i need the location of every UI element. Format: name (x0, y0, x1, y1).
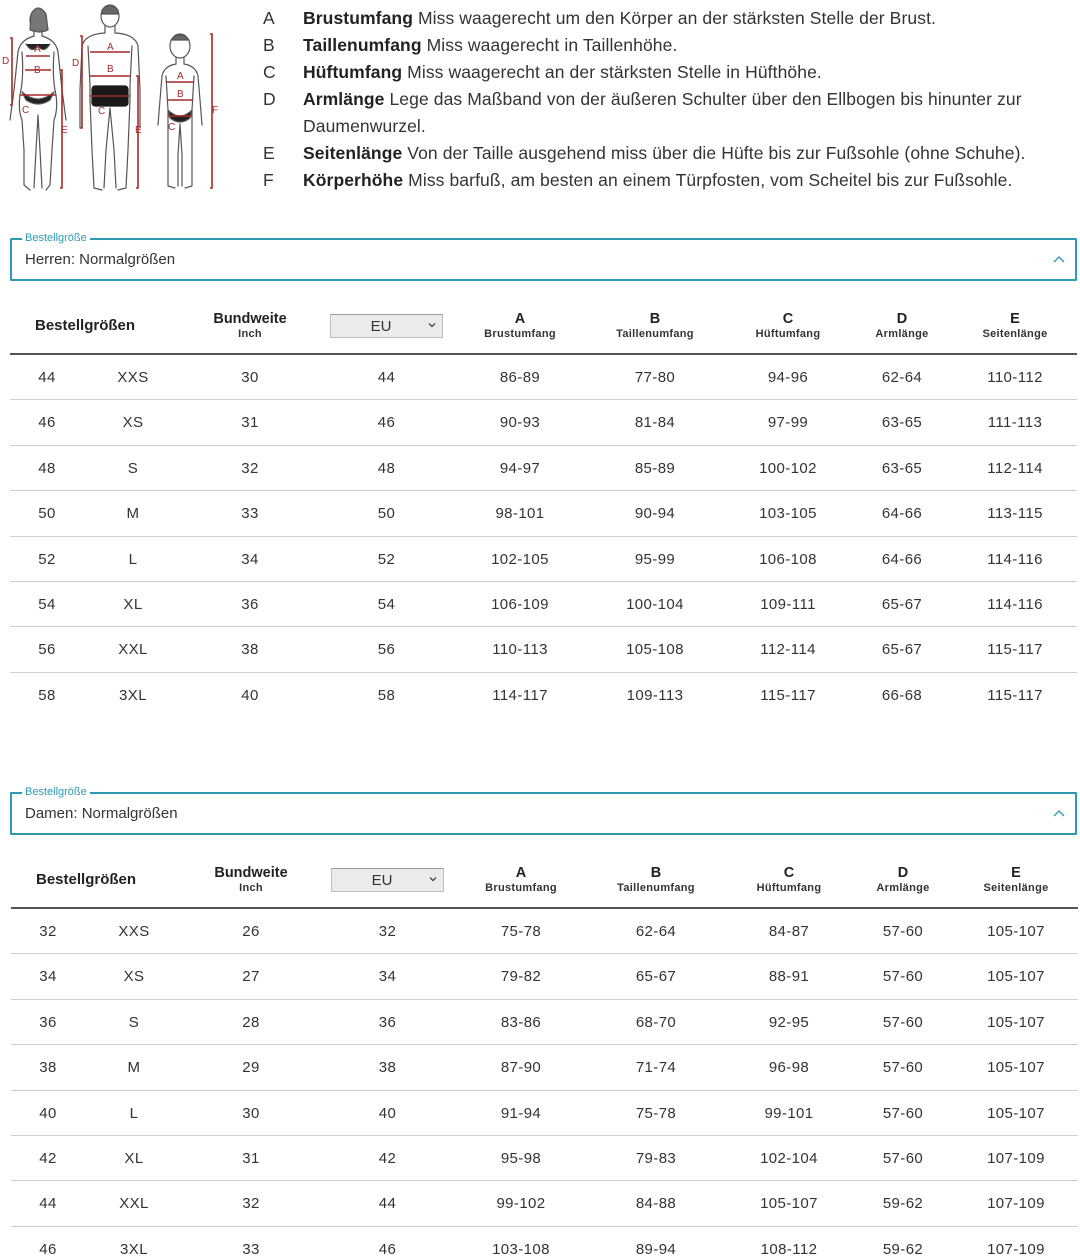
cell-size-unit: 58 (377, 686, 396, 704)
cell-brustumfang: 91-94 (500, 1104, 542, 1122)
cell-size-eu: 46 (39, 1240, 57, 1257)
cell-seitenlaenge: 107-109 (987, 1240, 1045, 1257)
cell-taillenumfang: 68-70 (635, 1013, 677, 1031)
cell-taillenumfang: 89-94 (635, 1240, 677, 1257)
header-brustumfang: A Brustumfang (485, 865, 557, 894)
cell-size-unit: 32 (378, 923, 397, 940)
table-row (10, 673, 1077, 718)
cell-taillenumfang: 81-84 (634, 414, 676, 432)
table-row (11, 954, 1078, 999)
cell-hueftumfang: 84-87 (768, 923, 810, 940)
cell-armlaenge: 57-60 (882, 1059, 924, 1077)
cell-size-eu: 32 (39, 923, 57, 940)
cell-brustumfang: 102-105 (491, 550, 549, 568)
cell-hueftumfang: 109-111 (760, 595, 816, 613)
cell-size-eu: 52 (38, 550, 56, 568)
chevron-down-icon (427, 320, 437, 330)
select-value: Damen: Normalgrößen (25, 805, 178, 822)
header-seitenlaenge: E Seitenlänge (983, 865, 1049, 894)
cell-taillenumfang: 84-88 (635, 1195, 677, 1213)
legend-letter: D (263, 89, 276, 109)
legend-text: Lege das Maßband von der äußeren Schulter über den Ellbogen bis hinunter zur Daumenwurzel. (303, 89, 1022, 136)
cell-hueftumfang: 92-95 (768, 1013, 810, 1031)
cell-seitenlaenge: 110-112 (987, 369, 1043, 386)
cell-size-eu: 48 (38, 459, 56, 477)
cell-seitenlaenge: 111-113 (987, 414, 1043, 432)
legend-letter: C (263, 62, 276, 82)
cell-taillenumfang: 105-108 (626, 641, 684, 659)
legend-text: Von der Taille ausgehend miss über die Hüfte bis zur Fußsohle (ohne Schuhe). (402, 143, 1026, 163)
cell-seitenlaenge: 114-116 (987, 595, 1043, 613)
size-category-select[interactable] (10, 232, 1077, 281)
cell-size-letter: XXS (117, 369, 149, 386)
legend-item-a (263, 5, 1073, 32)
figure-label-a: A (34, 44, 41, 55)
cell-armlaenge: 66-68 (881, 686, 923, 704)
table-row (10, 400, 1077, 445)
figure-label-c: C (168, 122, 176, 133)
body-measurement-illustration (0, 0, 225, 200)
table-row (11, 1227, 1078, 1257)
header-taillenumfang: B Taillenumfang (617, 865, 695, 894)
cell-size-letter: S (128, 1013, 140, 1031)
chevron-down-icon (428, 874, 438, 884)
figure-label-e: E (135, 125, 142, 136)
table-header (11, 854, 1078, 909)
measurement-legend (263, 5, 1073, 194)
cell-seitenlaenge: 115-117 (987, 686, 1043, 704)
table-row (11, 909, 1078, 954)
cell-seitenlaenge: 105-107 (987, 1013, 1045, 1031)
cell-size-letter: 3XL (119, 686, 147, 704)
cell-size-unit: 56 (377, 641, 396, 659)
cell-size-unit: 48 (377, 459, 396, 477)
size-table-herren (10, 300, 1077, 718)
header-bundweite: Bundweite Inch (214, 865, 288, 894)
cell-armlaenge: 65-67 (881, 595, 923, 613)
cell-size-eu: 42 (39, 1149, 57, 1167)
legend-term: Körperhöhe (303, 170, 404, 190)
cell-hueftumfang: 112-114 (760, 641, 816, 659)
cell-bundweite-inch: 31 (242, 1149, 260, 1167)
cell-hueftumfang: 88-91 (768, 968, 810, 986)
legend-letter: A (263, 8, 275, 28)
legend-letter: F (263, 170, 274, 190)
header-bestellgroessen: Bestellgrößen (36, 871, 137, 888)
cell-brustumfang: 83-86 (500, 1013, 542, 1031)
cell-brustumfang: 98-101 (495, 505, 545, 523)
cell-size-letter: L (129, 1104, 139, 1122)
cell-bundweite-inch: 30 (241, 369, 259, 386)
legend-letter: E (263, 143, 275, 163)
cell-armlaenge: 65-67 (881, 641, 923, 659)
header-hueftumfang: C Hüftumfang (755, 311, 821, 340)
cell-taillenumfang: 90-94 (634, 505, 676, 523)
cell-hueftumfang: 106-108 (759, 550, 817, 568)
cell-size-unit: 46 (378, 1240, 397, 1257)
cell-taillenumfang: 62-64 (635, 923, 677, 940)
cell-bundweite-inch: 32 (241, 459, 259, 477)
unit-select[interactable] (330, 314, 443, 338)
cell-hueftumfang: 108-112 (760, 1240, 818, 1257)
cell-taillenumfang: 109-113 (626, 686, 684, 704)
cell-taillenumfang: 65-67 (635, 968, 677, 986)
cell-brustumfang: 103-108 (492, 1240, 550, 1257)
cell-size-unit: 54 (377, 595, 396, 613)
cell-size-unit: 36 (378, 1013, 397, 1031)
cell-hueftumfang: 103-105 (759, 505, 817, 523)
cell-bundweite-inch: 40 (241, 686, 259, 704)
cell-armlaenge: 64-66 (881, 505, 923, 523)
cell-seitenlaenge: 105-107 (987, 1104, 1045, 1122)
cell-armlaenge: 59-62 (882, 1240, 924, 1257)
header-taillenumfang: B Taillenumfang (616, 311, 694, 340)
cell-size-eu: 56 (38, 641, 56, 659)
legend-text: Miss waagerecht in Taillenhöhe. (421, 35, 678, 55)
cell-size-unit: 46 (377, 414, 396, 432)
size-category-select[interactable] (10, 786, 1077, 835)
cell-bundweite-inch: 26 (242, 923, 260, 940)
cell-taillenumfang: 79-83 (635, 1149, 677, 1167)
cell-size-letter: XL (123, 595, 143, 613)
table-row (11, 1000, 1078, 1045)
legend-term: Seitenlänge (303, 143, 403, 163)
table-row (11, 1136, 1078, 1181)
cell-size-letter: XXL (119, 1195, 149, 1213)
cell-armlaenge: 57-60 (882, 968, 924, 986)
cell-brustumfang: 99-102 (496, 1195, 546, 1213)
cell-size-letter: 3XL (120, 1240, 148, 1257)
measurement-guide (0, 0, 1080, 200)
cell-size-eu: 34 (39, 968, 57, 986)
cell-size-unit: 50 (377, 505, 396, 523)
cell-taillenumfang: 75-78 (635, 1104, 677, 1122)
figure-label-d: D (2, 56, 10, 67)
cell-armlaenge: 57-60 (882, 1013, 924, 1031)
table-row (10, 537, 1077, 582)
cell-size-unit: 38 (378, 1059, 397, 1077)
cell-hueftumfang: 99-101 (764, 1104, 814, 1122)
cell-size-letter: XL (124, 1149, 144, 1167)
cell-hueftumfang: 102-104 (760, 1149, 818, 1167)
cell-bundweite-inch: 32 (242, 1195, 260, 1213)
legend-term: Hüftumfang (303, 62, 403, 82)
cell-size-letter: L (128, 550, 138, 568)
cell-size-letter: M (126, 505, 140, 523)
table-row (11, 1045, 1078, 1090)
legend-text: Miss waagerecht um den Körper an der stärksten Stelle der Brust. (413, 8, 936, 28)
cell-taillenumfang: 100-104 (626, 595, 684, 613)
legend-item-f (263, 167, 1073, 194)
figure-label-a: A (177, 71, 184, 82)
figure-label-d: D (72, 58, 80, 69)
cell-hueftumfang: 105-107 (760, 1195, 818, 1213)
cell-armlaenge: 63-65 (881, 459, 923, 477)
cell-bundweite-inch: 27 (242, 968, 260, 986)
legend-letter: B (263, 35, 275, 55)
cell-size-eu: 40 (39, 1104, 57, 1122)
cell-brustumfang: 110-113 (492, 641, 548, 659)
cell-taillenumfang: 77-80 (634, 369, 676, 386)
cell-taillenumfang: 95-99 (634, 550, 676, 568)
select-label: Bestellgröße (22, 785, 90, 799)
figure-label-c: C (98, 106, 106, 117)
figure-label-f: F (212, 105, 219, 116)
cell-armlaenge: 57-60 (882, 923, 924, 940)
header-bestellgroessen: Bestellgrößen (35, 317, 136, 334)
cell-taillenumfang: 85-89 (634, 459, 676, 477)
cell-seitenlaenge: 105-107 (987, 923, 1045, 940)
cell-size-eu: 44 (38, 369, 56, 386)
cell-brustumfang: 106-109 (491, 595, 549, 613)
cell-size-letter: S (127, 459, 139, 477)
cell-brustumfang: 90-93 (499, 414, 541, 432)
cell-bundweite-inch: 30 (242, 1104, 260, 1122)
cell-armlaenge: 62-64 (881, 369, 923, 386)
cell-seitenlaenge: 115-117 (987, 641, 1043, 659)
legend-term: Taillenumfang (303, 35, 422, 55)
cell-armlaenge: 57-60 (882, 1104, 924, 1122)
cell-size-eu: 46 (38, 414, 56, 432)
cell-brustumfang: 79-82 (500, 968, 542, 986)
select-label: Bestellgröße (22, 231, 90, 245)
figure-label-e: E (61, 125, 68, 136)
cell-size-letter: XXL (118, 641, 148, 659)
table-header (10, 300, 1077, 355)
cell-seitenlaenge: 105-107 (987, 1059, 1045, 1077)
table-row (10, 491, 1077, 536)
cell-brustumfang: 94-97 (499, 459, 541, 477)
header-armlaenge: D Armlänge (876, 865, 930, 894)
cell-armlaenge: 59-62 (882, 1195, 924, 1213)
legend-item-e (263, 140, 1073, 167)
cell-size-letter: XS (123, 968, 145, 986)
cell-bundweite-inch: 33 (242, 1240, 260, 1257)
unit-select-value: EU (371, 872, 393, 889)
cell-size-letter: M (127, 1059, 141, 1077)
cell-bundweite-inch: 36 (241, 595, 259, 613)
unit-select[interactable] (331, 868, 444, 892)
cell-brustumfang: 95-98 (500, 1149, 542, 1167)
cell-bundweite-inch: 34 (241, 550, 259, 568)
table-row (10, 627, 1077, 672)
table-row (10, 446, 1077, 491)
cell-size-eu: 58 (38, 686, 56, 704)
cell-brustumfang: 114-117 (492, 686, 548, 704)
cell-size-letter: XXS (118, 923, 150, 940)
cell-seitenlaenge: 112-114 (987, 459, 1043, 477)
table-row (11, 1091, 1078, 1136)
legend-text: Miss waagerecht an der stärksten Stelle in Hüfthöhe. (402, 62, 822, 82)
cell-hueftumfang: 96-98 (768, 1059, 810, 1077)
header-armlaenge: D Armlänge (875, 311, 929, 340)
cell-size-unit: 52 (377, 550, 396, 568)
header-hueftumfang: C Hüftumfang (756, 865, 822, 894)
figure-label-a: A (107, 42, 114, 53)
cell-seitenlaenge: 114-116 (987, 550, 1043, 568)
cell-size-unit: 44 (378, 1195, 397, 1213)
cell-hueftumfang: 94-96 (767, 369, 809, 386)
cell-size-letter: XS (122, 414, 144, 432)
table-row (10, 582, 1077, 627)
cell-taillenumfang: 71-74 (635, 1059, 677, 1077)
header-brustumfang: A Brustumfang (484, 311, 556, 340)
table-body (11, 909, 1078, 1257)
cell-seitenlaenge: 107-109 (987, 1149, 1045, 1167)
cell-seitenlaenge: 107-109 (987, 1195, 1045, 1213)
legend-item-c (263, 59, 1073, 86)
figure-label-b: B (107, 64, 114, 75)
header-bundweite: Bundweite Inch (213, 311, 287, 340)
cell-armlaenge: 64-66 (881, 550, 923, 568)
cell-bundweite-inch: 31 (241, 414, 259, 432)
header-seitenlaenge: E Seitenlänge (982, 311, 1048, 340)
cell-armlaenge: 57-60 (882, 1149, 924, 1167)
cell-size-unit: 42 (378, 1149, 397, 1167)
legend-term: Brustumfang (303, 8, 413, 28)
size-table-damen (11, 854, 1078, 1257)
figure-label-b: B (177, 89, 184, 100)
cell-size-eu: 44 (39, 1195, 57, 1213)
cell-seitenlaenge: 113-115 (987, 505, 1043, 523)
cell-brustumfang: 75-78 (500, 923, 542, 940)
cell-bundweite-inch: 38 (241, 641, 259, 659)
legend-term: Armlänge (303, 89, 385, 109)
cell-bundweite-inch: 29 (242, 1059, 260, 1077)
cell-size-unit: 34 (378, 968, 397, 986)
cell-size-eu: 50 (38, 505, 56, 523)
unit-select-value: EU (370, 318, 392, 335)
cell-size-unit: 44 (377, 369, 396, 386)
cell-hueftumfang: 97-99 (767, 414, 809, 432)
cell-seitenlaenge: 105-107 (987, 968, 1045, 986)
cell-bundweite-inch: 33 (241, 505, 259, 523)
cell-hueftumfang: 100-102 (759, 459, 817, 477)
legend-text: Miss barfuß, am besten an einem Türpfosten, vom Scheitel bis zur Fußsohle. (403, 170, 1013, 190)
cell-armlaenge: 63-65 (881, 414, 923, 432)
chevron-up-icon[interactable] (1051, 252, 1067, 268)
legend-item-b (263, 32, 1073, 59)
cell-size-eu: 36 (39, 1013, 57, 1031)
cell-size-unit: 40 (378, 1104, 397, 1122)
cell-hueftumfang: 115-117 (760, 686, 816, 704)
cell-size-eu: 54 (38, 595, 56, 613)
figure-label-c: C (22, 105, 30, 116)
cell-bundweite-inch: 28 (242, 1013, 260, 1031)
table-row (10, 355, 1077, 400)
cell-brustumfang: 87-90 (500, 1059, 542, 1077)
chevron-up-icon[interactable] (1051, 806, 1067, 822)
cell-size-eu: 38 (39, 1059, 57, 1077)
table-body (10, 355, 1077, 718)
cell-brustumfang: 86-89 (499, 369, 541, 386)
table-row (11, 1181, 1078, 1226)
legend-item-d (263, 86, 1073, 140)
figure-label-b: B (34, 65, 41, 76)
select-value: Herren: Normalgrößen (25, 251, 176, 268)
